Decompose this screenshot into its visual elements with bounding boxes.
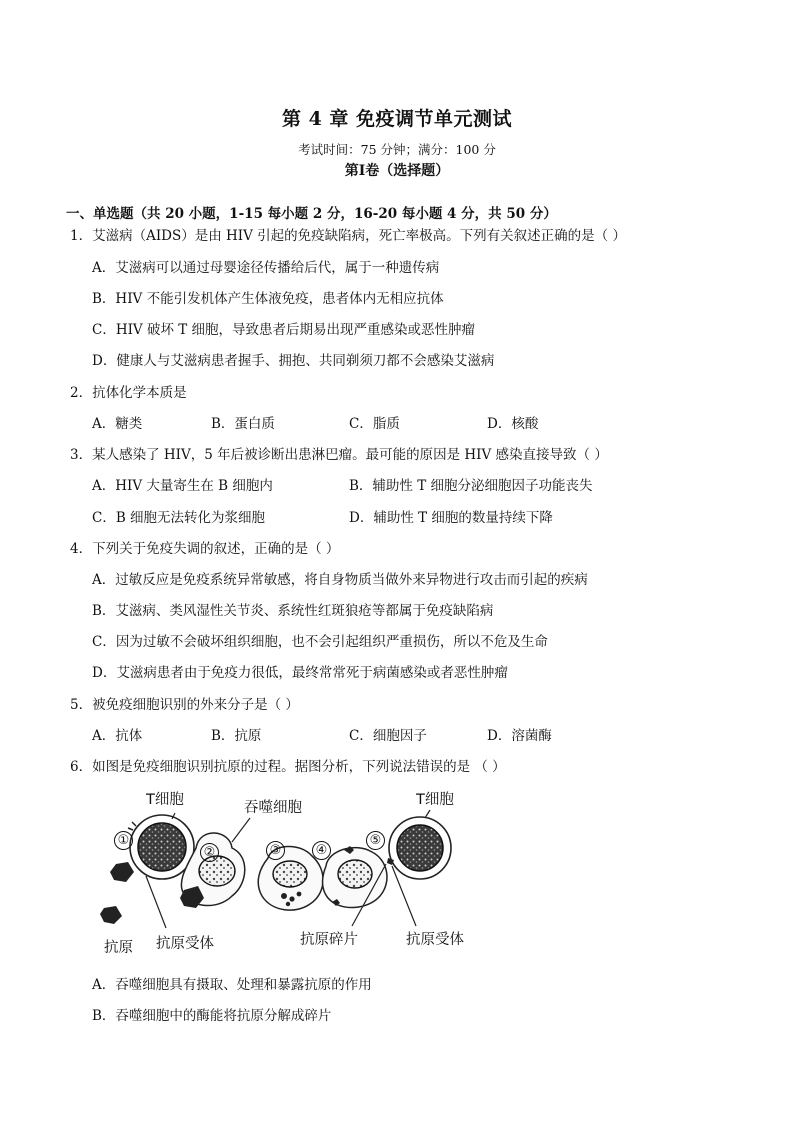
- question-stem: 3．某人感染了 HIV，5 年后被诊断出患淋巴瘤。最可能的原因是 HIV 感染直接导致（ ）: [70, 447, 608, 463]
- answer-option: A．HIV 大量寄生在 B 细胞内: [92, 478, 273, 494]
- answer-option: C．细胞因子: [349, 728, 427, 744]
- t-cell-label: T细胞: [416, 792, 454, 808]
- t-cell-left-nucleus: [138, 823, 186, 871]
- answer-option: A．吞噬细胞具有摄取、处理和暴露抗原的作用: [92, 977, 372, 993]
- answer-option: B．HIV 不能引发机体产生体液免疫，患者体内无相应抗体: [92, 291, 444, 307]
- answer-option: A．过敏反应是免疫系统异常敏感，将自身物质当做外来异物进行攻击而引起的疾病: [92, 572, 588, 588]
- answer-option: C．B 细胞无法转化为浆细胞: [92, 510, 266, 526]
- answer-option: B．抗原: [211, 728, 262, 744]
- antigen-label: 抗原: [104, 940, 133, 956]
- answer-option: B．吞噬细胞中的酶能将抗原分解成碎片: [92, 1008, 332, 1024]
- step-marker-4: ④: [312, 841, 331, 860]
- step-marker-2: ②: [200, 843, 219, 862]
- question-stem: 4．下列关于免疫失调的叙述，正确的是（ ）: [70, 541, 340, 557]
- antigen-receptor-label: 抗原受体: [406, 932, 464, 948]
- antigen-shape: [110, 862, 134, 882]
- answer-option: C．HIV 破坏 T 细胞，导致患者后期易出现严重感染或恶性肿瘤: [92, 322, 476, 338]
- step-marker-1: ①: [114, 831, 133, 850]
- answer-option: B．辅助性 T 细胞分泌细胞因子功能丧失: [349, 478, 593, 494]
- question-stem: 2．抗体化学本质是: [70, 385, 187, 401]
- answer-option: C．因为过敏不会破坏组织细胞，也不会引起组织严重损伤，所以不危及生命: [92, 634, 548, 650]
- answer-option: C．脂质: [349, 416, 400, 432]
- answer-option: A．艾滋病可以通过母婴途径传播给后代，属于一种遗传病: [92, 260, 440, 276]
- answer-option: B．蛋白质: [211, 416, 275, 432]
- answer-option: D．健康人与艾滋病患者握手、拥抱、共同剃须刀都不会感染艾滋病: [92, 353, 495, 369]
- step-marker-3: ③: [266, 841, 285, 860]
- phagocyte-label: 吞噬细胞: [244, 800, 302, 816]
- answer-option: A．抗体: [92, 728, 143, 744]
- answer-option: A．糖类: [92, 416, 143, 432]
- answer-option: D．核酸: [487, 416, 539, 432]
- answer-option: B．艾滋病、类风湿性关节炎、系统性红斑狼疮等都属于免疫缺陷病: [92, 603, 494, 619]
- question-stem: 5．被免疫细胞识别的外来分子是（ ）: [70, 697, 299, 713]
- volume-heading: 第Ⅰ卷（选择题）: [344, 163, 450, 179]
- question-stem: 1．艾滋病（AIDS）是由 HIV 引起的免疫缺陷病，死亡率极高。下列有关叙述正确的是（ ）: [70, 228, 626, 244]
- exam-meta: 考试时间：75 分钟；满分：100 分: [298, 142, 496, 157]
- answer-option: D．艾滋病患者由于免疫力很低，最终常常死于病菌感染或者恶性肿瘤: [92, 665, 508, 681]
- t-cell-label: T细胞: [146, 792, 184, 808]
- antigen-shape: [100, 906, 122, 924]
- answer-option: D．辅助性 T 细胞的数量持续下降: [349, 510, 553, 526]
- step-marker-5: ⑤: [366, 831, 385, 850]
- question-stem: 6．如图是免疫细胞识别抗原的过程。据图分析，下列说法错误的是 （ ）: [70, 759, 506, 775]
- antigen-fragment-label: 抗原碎片: [300, 932, 358, 948]
- antigen-recognition-figure: [100, 786, 500, 956]
- section-heading: 一、单选题（共 20 小题，1-15 每小题 2 分，16-20 每小题 4 分，共 50 分）: [66, 206, 557, 222]
- answer-option: D．溶菌酶: [487, 728, 552, 744]
- page-title: 第 4 章 免疫调节单元测试: [281, 108, 513, 130]
- t-cell-right-nucleus: [397, 825, 443, 871]
- antigen-receptor-label: 抗原受体: [156, 936, 214, 952]
